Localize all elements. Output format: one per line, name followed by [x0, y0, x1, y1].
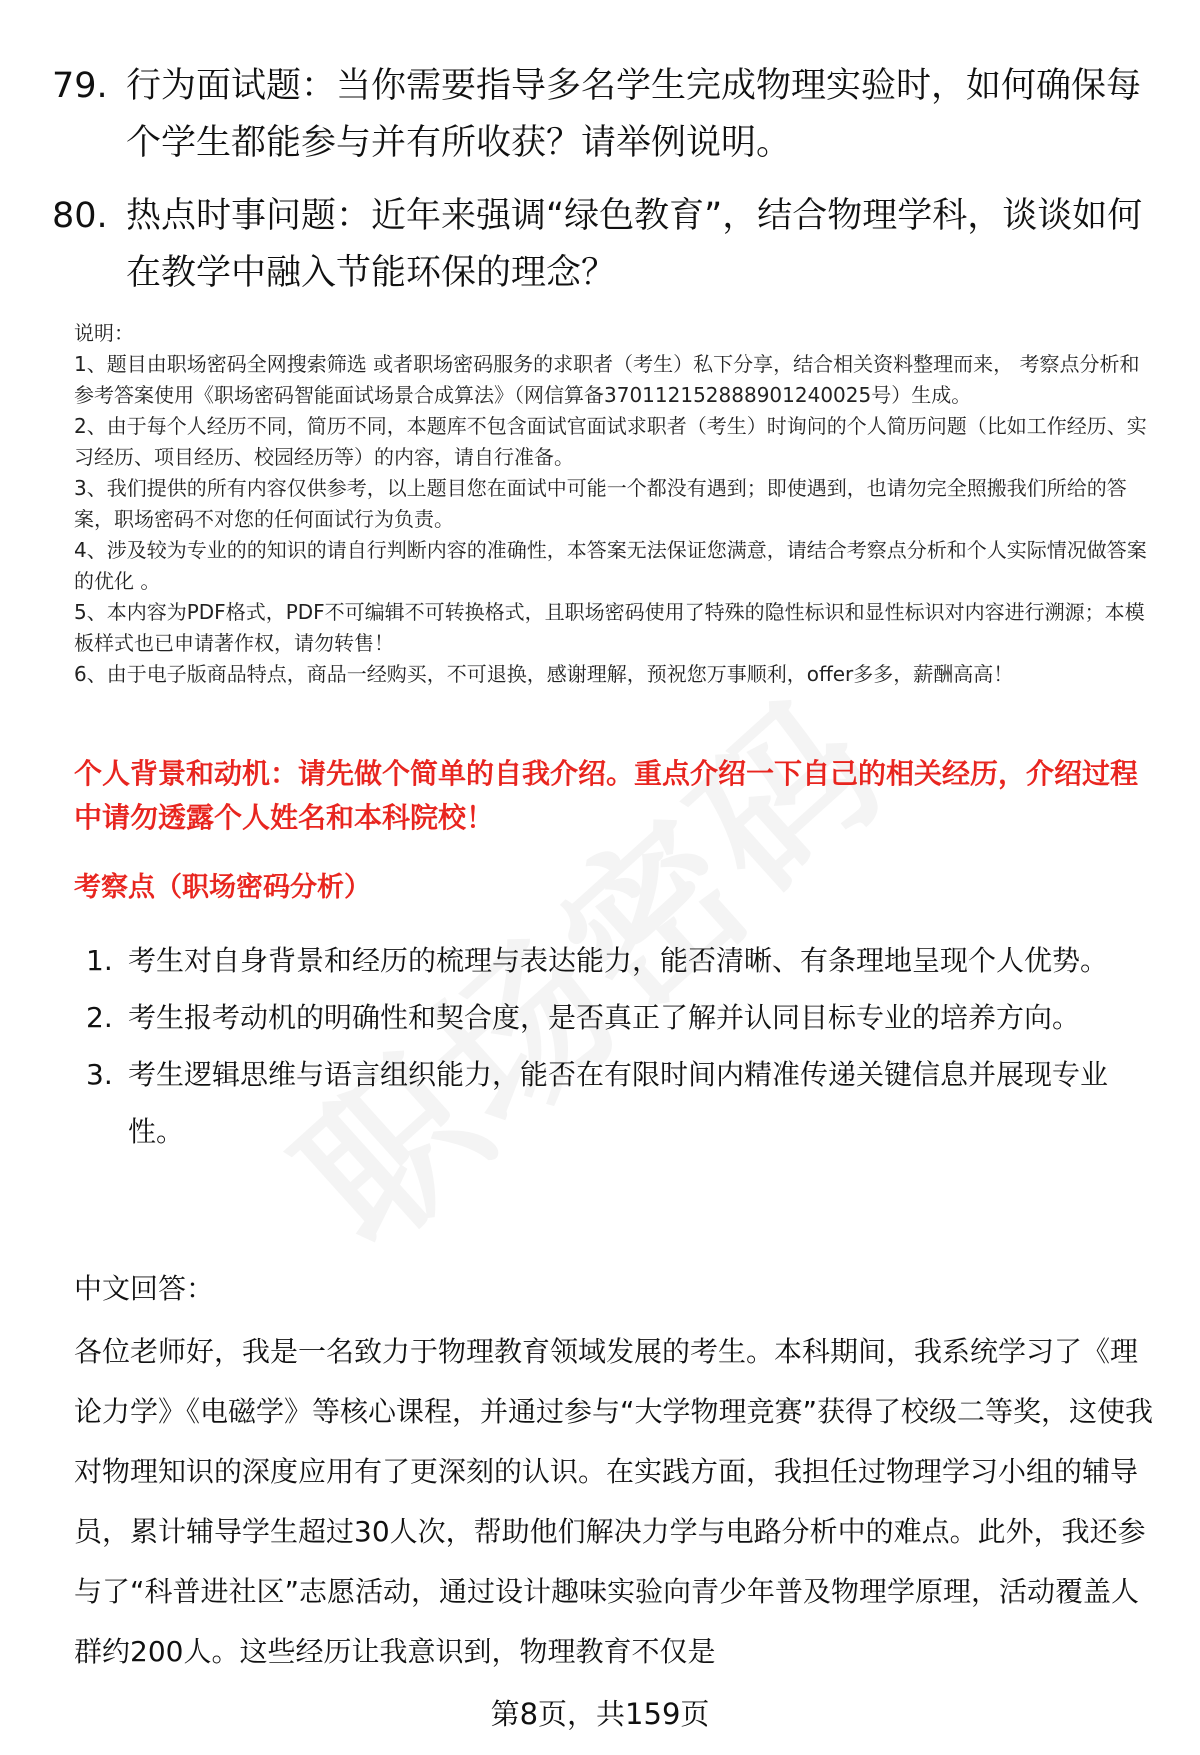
- question-80: [52, 188, 1152, 302]
- question-text: 热点时事问题：近年来强调“绿色教育”，结合物理学科，谈谈如何在教学中融入节能环保的理念？: [126, 196, 1143, 293]
- note-item: 5、本内容为PDF格式，PDF不可编辑不可转换格式，且职场密码使用了特殊的隐性标识和显性标识对内容进行溯源；本模板样式也已申请著作权，请勿转售！: [74, 600, 1145, 655]
- question-number: 79.: [52, 66, 108, 106]
- notes-block: [74, 318, 1156, 690]
- point-text: 考生逻辑思维与语言组织能力，能否在有限时间内精准传递关键信息并展现专业性。: [128, 1058, 1109, 1148]
- point-text: 考生对自身背景和经历的梳理与表达能力，能否清晰、有条理地呈现个人优势。: [128, 944, 1109, 977]
- note-item: 6、由于电子版商品特点，商品一经购买，不可退换，感谢理解，预祝您万事顺利，offer多多，薪酬高高！: [74, 662, 1014, 686]
- question-text: 行为面试题：当你需要指导多名学生完成物理实验时，如何确保每个学生都能参与并有所收获？请举例说明。: [126, 66, 1142, 163]
- note-item: 3、我们提供的所有内容仅供参考，以上题目您在面试中可能一个都没有遇到；即使遇到，也请勿完全照搬我们所给的答案，职场密码不对您的任何面试行为负责。: [74, 476, 1127, 531]
- analysis-point: [74, 932, 1154, 989]
- note-item: 2、由于每个人经历不同，简历不同，本题库不包含面试官面试求职者（考生）时询问的个人简历问题（比如工作经历、实习经历、项目经历、校园经历等）的内容，请自行准备。: [74, 414, 1147, 469]
- section-heading: 个人背景和动机：请先做个简单的自我介绍。重点介绍一下自己的相关经历，介绍过程中请勿透露个人姓名和本科院校！: [74, 757, 1139, 834]
- answer-label: 中文回答：: [74, 1272, 215, 1305]
- page-footer: 第8页，共159页: [490, 1697, 710, 1731]
- note-item: 4、涉及较为专业的的知识的请自行判断内容的准确性，本答案无法保证您满意，请结合考察点分析和个人实际情况做答案的优化 。: [74, 538, 1147, 593]
- analysis-subheading: 考察点（职场密码分析）: [74, 872, 371, 903]
- answer-text: 各位老师好，我是一名致力于物理教育领域发展的考生。本科期间，我系统学习了《理论力学》《电磁学》等核心课程，并通过参与“大学物理竞赛”获得了校级二等奖，这使我对物理知识的深度应用有了更深刻的认识。在实践方面，我担任过物理学习小组的辅导员，累计辅导学生超过30人次，帮助他们解决力学与电路分析中的难点。此外，我还参与了“科普进社区”志愿活动，通过设计趣味实验向青少年普及物理学原理，活动覆盖人群约200人。这些经历让我意识到，物理教育不仅是: [74, 1335, 1154, 1668]
- question-79: [52, 58, 1152, 172]
- analysis-points: [74, 932, 1154, 1160]
- notes-title: 说明：: [74, 321, 134, 345]
- question-number: 80.: [52, 196, 108, 236]
- point-number: 1.: [86, 944, 113, 977]
- point-text: 考生报考动机的明确性和契合度，是否真正了解并认同目标专业的培养方向。: [128, 1001, 1081, 1034]
- note-item: 1、题目由职场密码全网搜索筛选 或者职场密码服务的求职者（考生）私下分享，结合相关资料整理而来， 考察点分析和参考答案使用《职场密码智能面试场景合成算法》（网信算备370112152888901240025号）生成。: [74, 352, 1140, 407]
- point-number: 2.: [86, 1001, 113, 1034]
- analysis-point: [74, 989, 1154, 1046]
- point-number: 3.: [86, 1058, 113, 1091]
- analysis-point: [74, 1046, 1154, 1160]
